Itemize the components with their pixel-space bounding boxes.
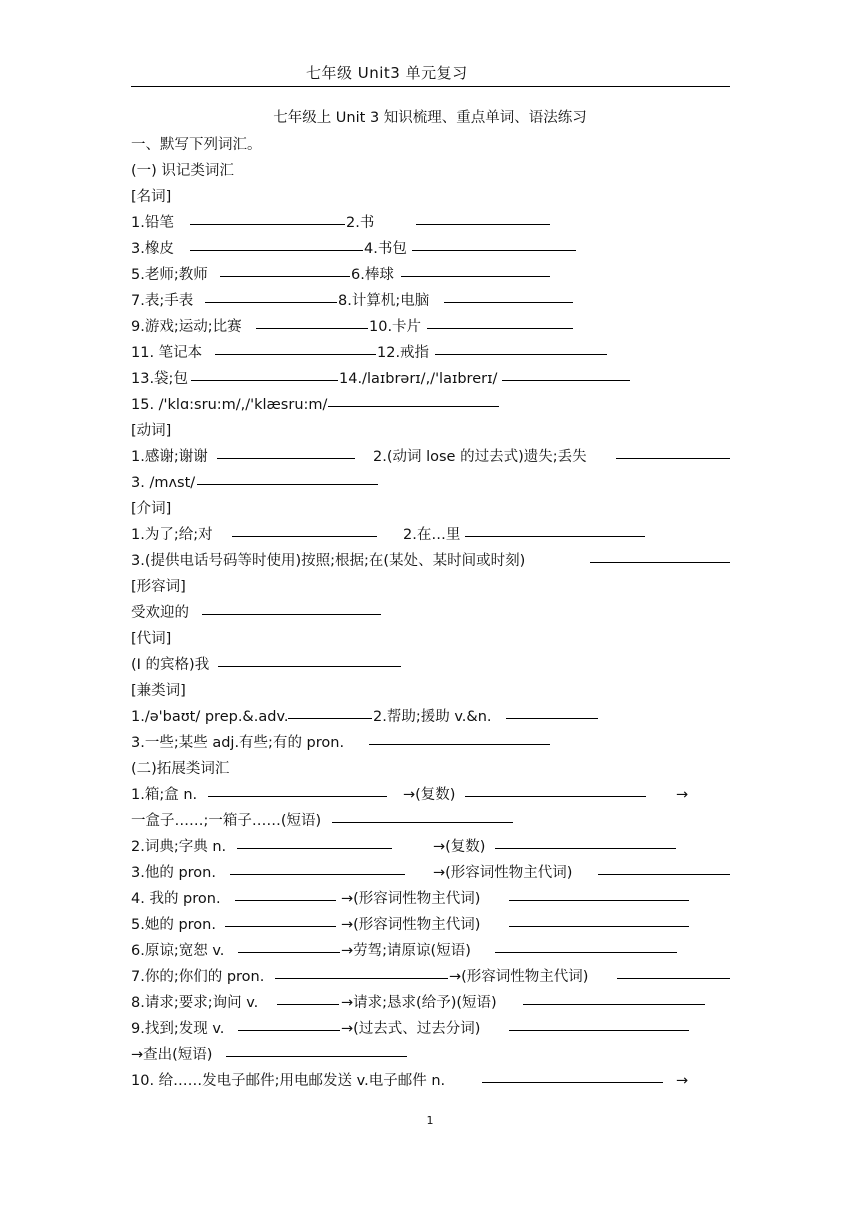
answer-blank[interactable]	[191, 366, 338, 381]
vocab-row	[131, 1068, 731, 1094]
answer-blank[interactable]	[495, 834, 676, 849]
prompt: 9.找到;发现 v.	[131, 1021, 225, 1037]
subsection-title: (二)拓展类词汇	[131, 761, 230, 777]
category-label	[131, 626, 731, 652]
prompt: 3.一些;某些 adj.有些;有的 pron.	[131, 735, 345, 751]
answer-blank[interactable]	[444, 288, 573, 303]
vocab-row	[131, 912, 731, 938]
vocab-row	[131, 470, 731, 496]
prompt: →(复数)	[433, 839, 486, 855]
document-subtitle: 七年级上 Unit 3 知识梳理、重点单词、语法练习	[273, 110, 587, 126]
answer-blank[interactable]	[328, 392, 499, 407]
prompt: 8.请求;要求;询问 v.	[131, 995, 259, 1011]
prompt: 7.你的;你们的 pron.	[131, 969, 265, 985]
prompt: 14./laɪbrərɪ/,/'laɪbrerɪ/	[339, 371, 498, 387]
answer-blank[interactable]	[238, 938, 340, 953]
answer-blank[interactable]	[205, 288, 337, 303]
prompt: →劳驾;请原谅(短语)	[341, 943, 471, 959]
answer-blank[interactable]	[220, 262, 350, 277]
prompt: 4. 我的 pron.	[131, 891, 221, 907]
answer-blank[interactable]	[616, 444, 730, 459]
prompt: →(形容词性物主代词)	[341, 917, 481, 933]
prompt: →(过去式、过去分词)	[341, 1021, 481, 1037]
section-title: 一、默写下列词汇。	[131, 137, 262, 153]
answer-blank[interactable]	[401, 262, 550, 277]
answer-blank[interactable]	[495, 938, 677, 953]
answer-blank[interactable]	[217, 444, 355, 459]
vocab-row	[131, 210, 731, 236]
answer-blank[interactable]	[332, 808, 513, 823]
category-label	[131, 184, 731, 210]
worksheet-body	[131, 132, 731, 1094]
prompt: 4.书包	[364, 241, 407, 257]
prompt: 1./ə'baʊt/ prep.&.adv.	[131, 709, 289, 725]
prompt: 8.计算机;电脑	[338, 293, 430, 309]
answer-blank[interactable]	[238, 1016, 340, 1031]
answer-blank[interactable]	[232, 522, 377, 537]
header-rule	[131, 86, 730, 87]
vocab-row	[131, 366, 731, 392]
prompt: 5.她的 pron.	[131, 917, 216, 933]
prompt: 一盒子……;一箱子……(短语)	[131, 813, 322, 829]
vocab-row	[131, 1016, 731, 1042]
answer-blank[interactable]	[617, 964, 730, 979]
prompt: 1.铅笔	[131, 215, 174, 231]
vocab-row	[131, 860, 731, 886]
answer-blank[interactable]	[208, 782, 387, 797]
answer-blank[interactable]	[435, 340, 607, 355]
vocab-row	[131, 288, 731, 314]
prompt: 2.词典;字典 n.	[131, 839, 227, 855]
vocab-row	[131, 262, 731, 288]
vocab-row	[131, 990, 731, 1016]
prompt: 3. /mʌst/	[131, 475, 196, 491]
answer-blank[interactable]	[275, 964, 448, 979]
answer-blank[interactable]	[277, 990, 339, 1005]
vocab-row	[131, 704, 731, 730]
prompt: 9.游戏;运动;比赛	[131, 319, 242, 335]
answer-blank[interactable]	[190, 210, 345, 225]
answer-blank[interactable]	[235, 886, 336, 901]
vocab-row	[131, 392, 731, 418]
prompt: 3.(提供电话号码等时使用)按照;根据;在(某处、某时间或时刻)	[131, 553, 526, 569]
pronouns-label: [代词]	[131, 631, 172, 647]
prompt: 1.感谢;谢谢	[131, 449, 208, 465]
vocab-row	[131, 834, 731, 860]
prompt: 2.在…里	[403, 527, 461, 543]
category-label	[131, 574, 731, 600]
vocab-row	[131, 964, 731, 990]
answer-blank[interactable]	[215, 340, 376, 355]
prompt: 2.帮助;援助 v.&n.	[373, 709, 492, 725]
prompt: 3.他的 pron.	[131, 865, 216, 881]
answer-blank[interactable]	[482, 1068, 663, 1083]
prompt: 1.为了;给;对	[131, 527, 213, 543]
vocab-row	[131, 444, 731, 470]
prompt: 受欢迎的	[131, 605, 189, 621]
vocab-row	[131, 340, 731, 366]
answer-blank[interactable]	[237, 834, 392, 849]
prompt: →请求;恳求(给予)(短语)	[341, 995, 497, 1011]
subsection-heading	[131, 158, 731, 184]
answer-blank[interactable]	[202, 600, 381, 615]
vocab-row	[131, 522, 731, 548]
answer-blank[interactable]	[509, 886, 689, 901]
page-number: 1	[426, 1114, 434, 1127]
prompt: 2.书	[346, 215, 375, 231]
prompt: 3.橡皮	[131, 241, 174, 257]
answer-blank[interactable]	[590, 548, 730, 563]
prompt: →(形容词性物主代词)	[449, 969, 589, 985]
subsection-title: (一) 识记类词汇	[131, 163, 234, 179]
prompt: 5.老师;教师	[131, 267, 208, 283]
prompt: 7.表;手表	[131, 293, 194, 309]
prompt: →(形容词性物主代词)	[433, 865, 573, 881]
nouns-label: [名词]	[131, 189, 172, 205]
vocab-row	[131, 314, 731, 340]
answer-blank[interactable]	[369, 730, 550, 745]
category-label	[131, 418, 731, 444]
prompt: 6.棒球	[351, 267, 394, 283]
answer-blank[interactable]	[509, 1016, 689, 1031]
vocab-row	[131, 236, 731, 262]
answer-blank[interactable]	[288, 704, 372, 719]
answer-blank[interactable]	[427, 314, 573, 329]
prompt: 2.(动词 lose 的过去式)遗失;丢失	[373, 449, 587, 465]
prompt: 13.袋;包	[131, 371, 188, 387]
prompt: 12.戒指	[377, 345, 430, 361]
answer-blank[interactable]	[218, 652, 401, 667]
answer-blank[interactable]	[256, 314, 368, 329]
vocab-row	[131, 730, 731, 756]
answer-blank[interactable]	[197, 470, 378, 485]
vocab-row	[131, 938, 731, 964]
subsection-heading	[131, 756, 731, 782]
answer-blank[interactable]	[598, 860, 730, 875]
answer-blank[interactable]	[506, 704, 598, 719]
prompt: 10. 给……发电子邮件;用电邮发送 v.电子邮件 n.	[131, 1073, 446, 1089]
category-label	[131, 496, 731, 522]
answer-blank[interactable]	[509, 912, 689, 927]
arrow: →	[676, 787, 689, 803]
vocab-row	[131, 652, 731, 678]
vocab-row	[131, 1042, 731, 1068]
answer-blank[interactable]	[465, 522, 645, 537]
prepositions-label: [介词]	[131, 501, 172, 517]
prompt: 11. 笔记本	[131, 345, 203, 361]
prompt: 1.箱;盒 n.	[131, 787, 198, 803]
answer-blank[interactable]	[416, 210, 550, 225]
prompt: →查出(短语)	[131, 1047, 213, 1063]
document-header-title: 七年级 Unit3 单元复习	[306, 64, 468, 82]
adjectives-label: [形容词]	[131, 579, 186, 595]
verbs-label: [动词]	[131, 423, 172, 439]
answer-blank[interactable]	[502, 366, 630, 381]
category-label	[131, 678, 731, 704]
vocab-row	[131, 548, 731, 574]
answer-blank[interactable]	[225, 912, 336, 927]
prompt: 15. /'klɑ:sru:m/,/'klæsru:m/	[131, 397, 328, 413]
prompt: →(复数)	[403, 787, 456, 803]
answer-blank[interactable]	[465, 782, 646, 797]
section-heading	[131, 132, 731, 158]
arrow: →	[676, 1073, 689, 1089]
prompt: 6.原谅;宽恕 v.	[131, 943, 225, 959]
prompt: →(形容词性物主代词)	[341, 891, 481, 907]
vocab-row	[131, 782, 731, 808]
prompt: (I 的宾格)我	[131, 657, 210, 673]
answer-blank[interactable]	[523, 990, 705, 1005]
answer-blank[interactable]	[230, 860, 405, 875]
answer-blank[interactable]	[412, 236, 576, 251]
vocab-row	[131, 808, 731, 834]
vocab-row	[131, 886, 731, 912]
vocab-row	[131, 600, 731, 626]
answer-blank[interactable]	[226, 1042, 407, 1057]
multi-class-label: [兼类词]	[131, 683, 186, 699]
answer-blank[interactable]	[190, 236, 363, 251]
prompt: 10.卡片	[369, 319, 422, 335]
